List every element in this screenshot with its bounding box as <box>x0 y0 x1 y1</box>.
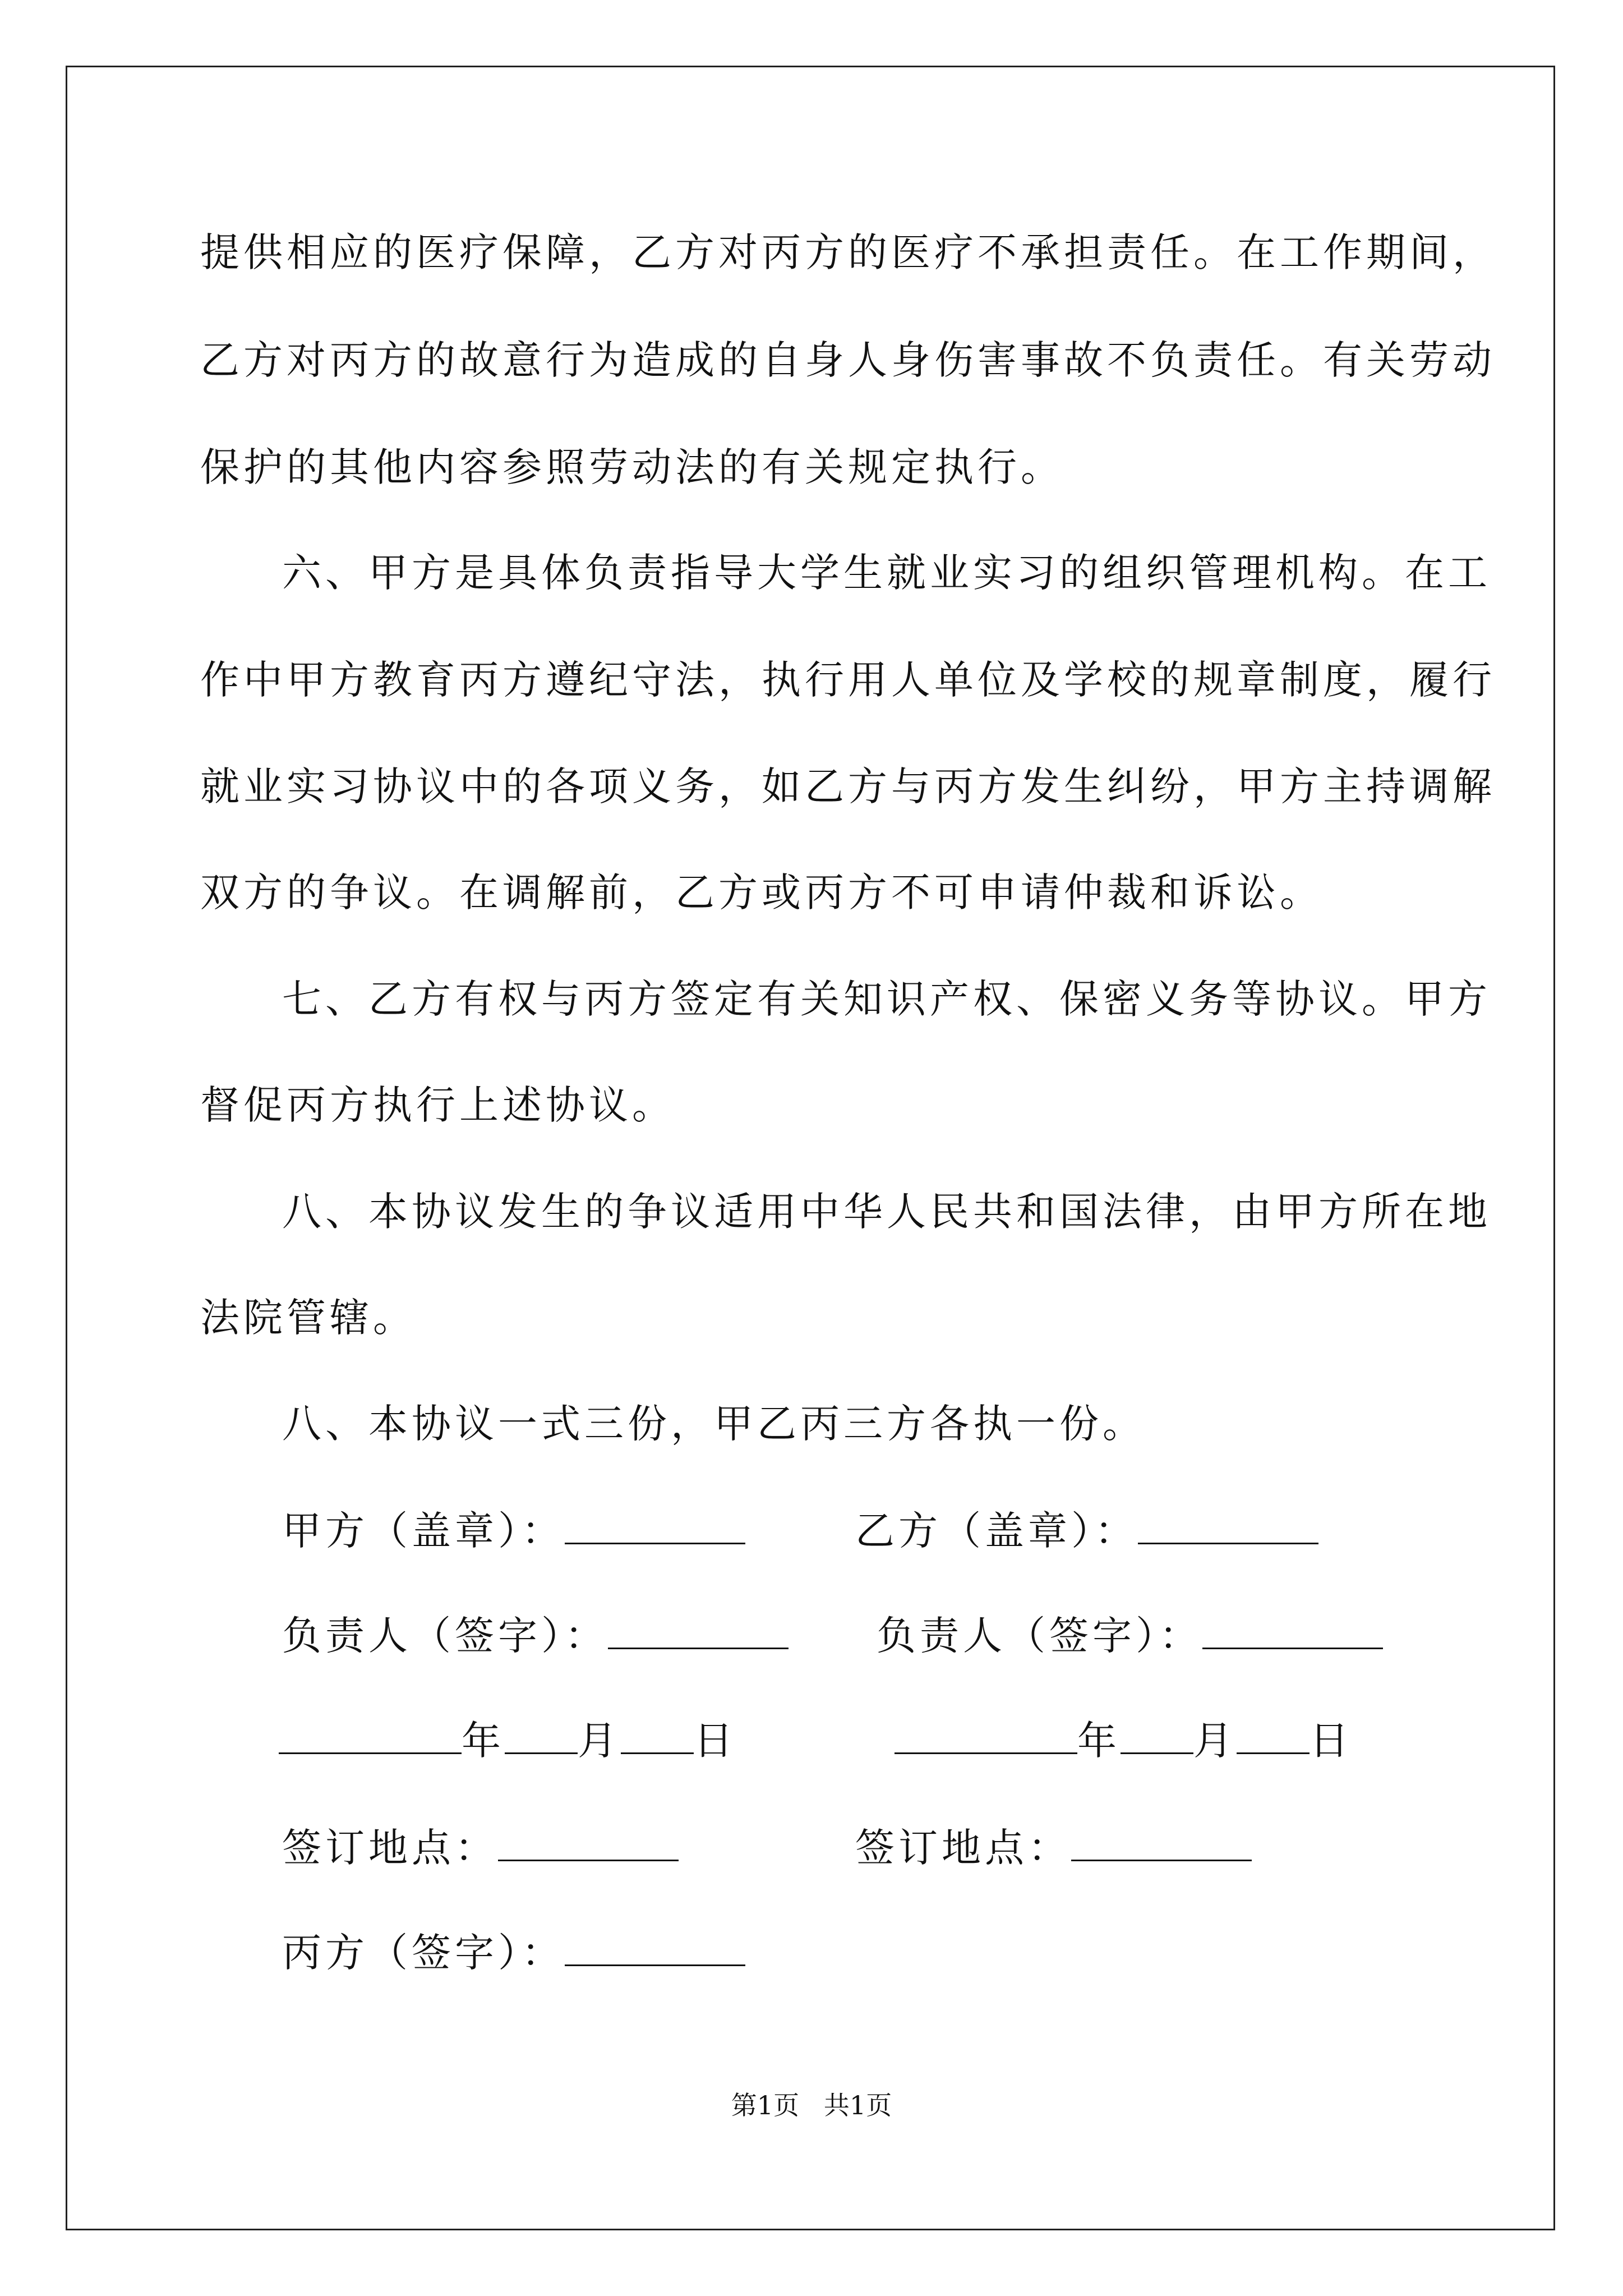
page-footer: 第1页 共1页 <box>731 2090 892 2120</box>
responsible-a-row <box>282 1613 789 1658</box>
paragraph-line: 双方的争议。在调解前，乙方或丙方不可申请仲裁和诉讼。 <box>200 869 1323 915</box>
responsible-b-row <box>877 1613 1383 1658</box>
place-a-row <box>282 1825 679 1870</box>
party-b-seal-label: 乙方（盖章）： <box>855 1508 1138 1554</box>
page-frame <box>66 66 1555 2230</box>
paragraph-line: 督促丙方执行上述协议。 <box>200 1082 675 1128</box>
place-b-label: 签订地点： <box>855 1825 1071 1871</box>
party-b-seal-blank[interactable] <box>1138 1508 1318 1544</box>
party-c-sign-blank[interactable] <box>565 1930 745 1966</box>
paragraph-line: 就业实习协议中的各项义务，如乙方与丙方发生纠纷，甲方主持调解 <box>200 763 1496 809</box>
paragraph-line: 法院管辖。 <box>200 1295 416 1341</box>
date-a-year-label: 年 <box>462 1718 505 1764</box>
party-a-seal-label: 甲方（盖章）： <box>282 1508 565 1554</box>
date-b-day-label: 日 <box>1310 1718 1353 1764</box>
responsible-b-blank[interactable] <box>1202 1613 1383 1649</box>
place-b-blank[interactable] <box>1071 1825 1252 1861</box>
date-a-month-blank[interactable] <box>505 1718 578 1754</box>
date-a-year-blank[interactable] <box>279 1718 462 1754</box>
responsible-a-label: 负责人（签字）： <box>282 1613 608 1659</box>
party-a-seal-blank[interactable] <box>565 1508 745 1544</box>
paragraph-line: 八、本协议发生的争议适用中华人民共和国法律，由甲方所在地 <box>282 1189 1491 1235</box>
responsible-a-blank[interactable] <box>608 1613 789 1649</box>
party-b-seal-row <box>855 1508 1318 1553</box>
date-b-year-label: 年 <box>1077 1718 1121 1764</box>
party-c-sign-row <box>282 1930 745 1975</box>
date-b-month-blank[interactable] <box>1121 1718 1193 1754</box>
paragraph-line: 六、甲方是具体负责指导大学生就业实习的组织管理机构。在工 <box>282 550 1491 596</box>
date-a-row <box>279 1718 737 1763</box>
place-b-row <box>855 1825 1252 1870</box>
date-a-month-label: 月 <box>578 1718 621 1764</box>
place-a-blank[interactable] <box>498 1825 679 1861</box>
paragraph-line: 乙方对丙方的故意行为造成的自身人身伤害事故不负责任。有关劳动 <box>200 337 1496 383</box>
paragraph-line: 保护的其他内容参照劳动法的有关规定执行。 <box>200 444 1064 490</box>
date-b-row <box>895 1718 1353 1763</box>
paragraph-line: 作中甲方教育丙方遵纪守法，执行用人单位及学校的规章制度，履行 <box>200 657 1496 703</box>
date-b-day-blank[interactable] <box>1237 1718 1310 1754</box>
place-a-label: 签订地点： <box>282 1825 498 1871</box>
date-a-day-blank[interactable] <box>621 1718 694 1754</box>
paragraph-line: 提供相应的医疗保障，乙方对丙方的医疗不承担责任。在工作期间， <box>200 229 1496 275</box>
paragraph-line: 八、本协议一式三份，甲乙丙三方各执一份。 <box>282 1401 1146 1447</box>
date-b-year-blank[interactable] <box>895 1718 1077 1754</box>
paragraph-line: 七、乙方有权与丙方签定有关知识产权、保密义务等协议。甲方 <box>282 976 1491 1022</box>
party-c-sign-label: 丙方（签字）： <box>282 1930 565 1976</box>
date-b-month-label: 月 <box>1193 1718 1237 1764</box>
date-a-day-label: 日 <box>694 1718 737 1764</box>
responsible-b-label: 负责人（签字）： <box>877 1613 1202 1659</box>
party-a-seal-row <box>282 1508 745 1553</box>
